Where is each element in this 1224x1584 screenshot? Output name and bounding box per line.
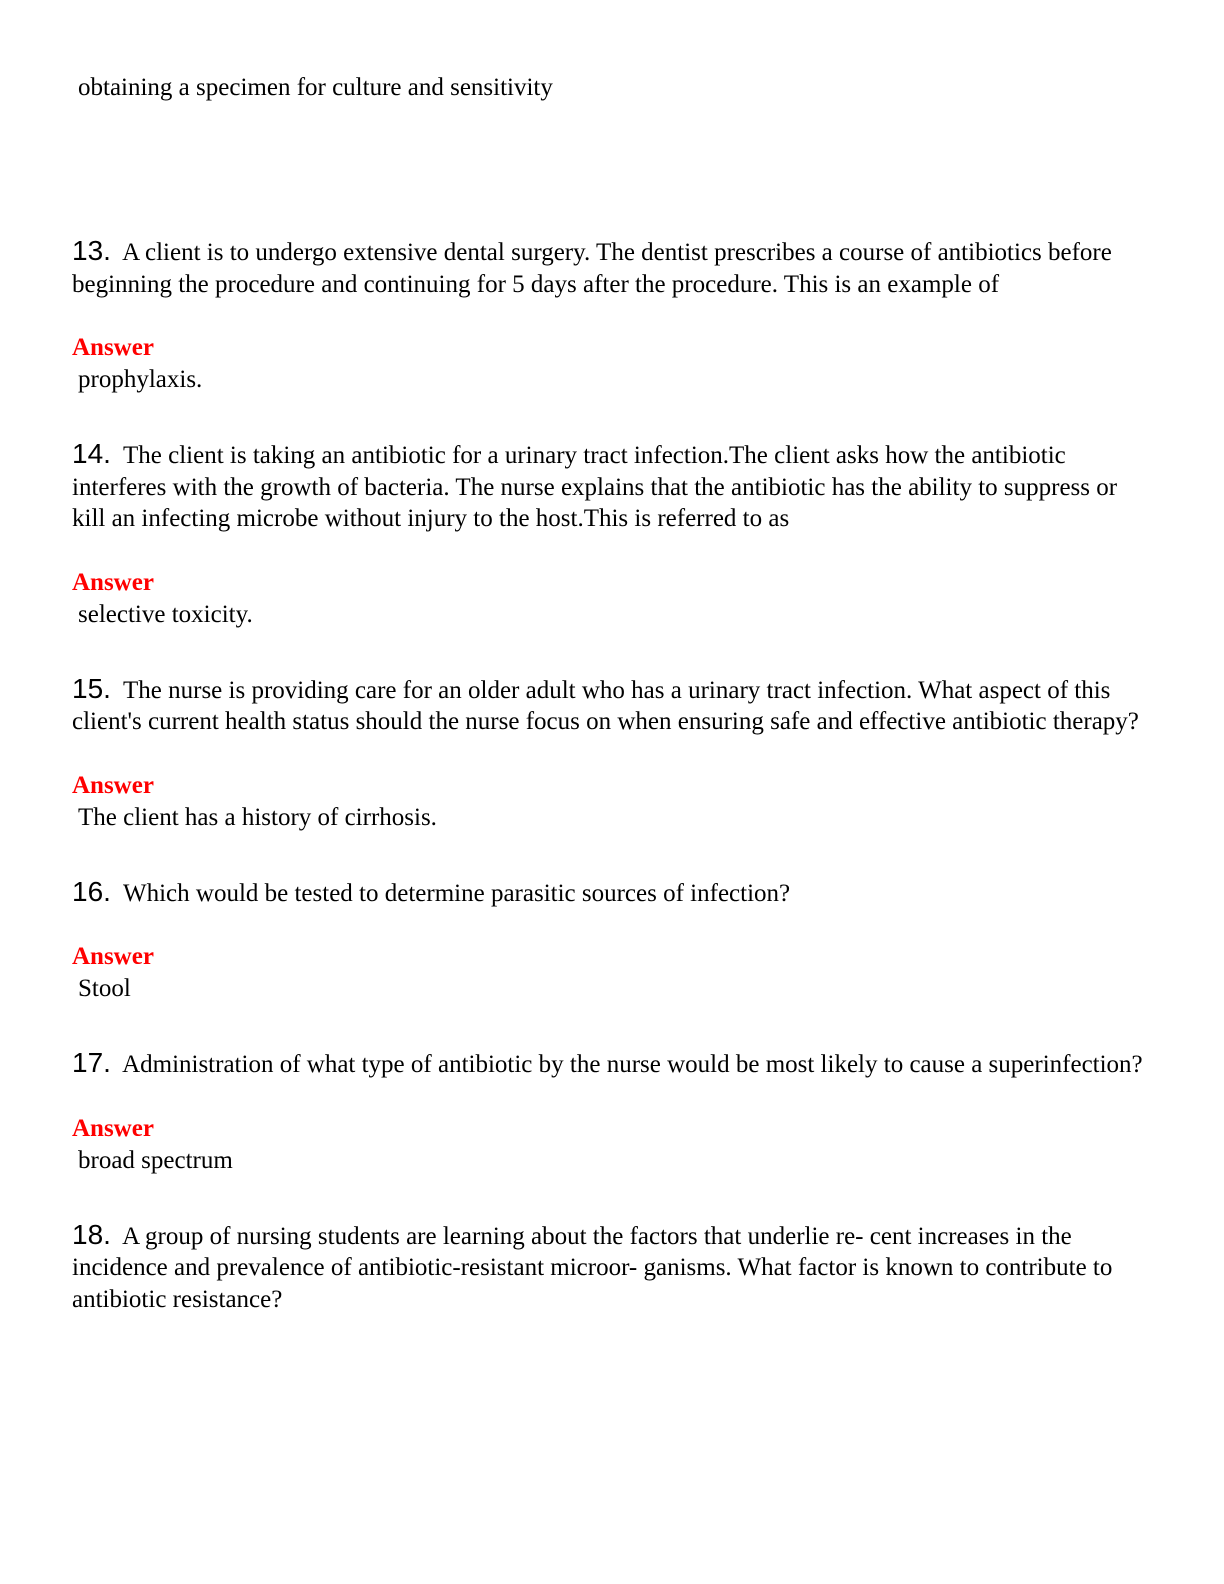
question-body: The client is taking an antibiotic for a urinary tract infection.The client asks how the antibiotic interferes with the growth of bacteria. The nurse explains that the antibiotic has the ability to suppress or kill an infecting microbe without injury to the host.This is referred to as: [72, 442, 1118, 532]
question-text: [72, 438, 1144, 535]
question-body: A group of nursing students are learning about the factors that underlie re- cent increases in the incidence and prevalence of antibiotic-resistant microor- ganisms. What factor is known to contribute to antibiotic resistance?: [72, 1222, 1113, 1313]
answer-text: prophylaxis.: [78, 366, 203, 393]
question-text: [72, 1219, 1144, 1316]
question-text: [72, 876, 1144, 910]
question-item-15: [72, 673, 1144, 834]
question-number: 16.: [72, 875, 111, 907]
question-body: A client is to undergo extensive dental surgery. The dentist prescribes a course of antibiotics before beginning the procedure and continuing for 5 days after the procedure. This is an example of: [72, 239, 1112, 298]
question-item-18: [72, 1219, 1144, 1316]
question-item-16: [72, 876, 1144, 1006]
answer-text: Stool: [78, 975, 131, 1002]
question-number: 14.: [72, 438, 111, 469]
question-body: Which would be tested to determine parasitic sources of infection?: [123, 879, 791, 907]
answer-label: Answer: [72, 771, 154, 799]
question-item-14: [72, 438, 1144, 631]
question-number: 17.: [72, 1047, 111, 1078]
answer-label: Answer: [72, 943, 154, 970]
question-body: Administration of what type of antibiotic by the nurse would be most likely to cause a superinfection?: [122, 1051, 1143, 1078]
answer-label: Answer: [72, 568, 154, 596]
answer-text: selective toxicity.: [78, 600, 253, 628]
question-text: [72, 673, 1144, 738]
question-item-17: [72, 1047, 1144, 1177]
question-number: 15.: [72, 672, 111, 704]
question-body: The nurse is providing care for an older adult who has a urinary tract infection. What aspect of this client's current health status should the nurse focus on when ensuring safe and effective antibiotic therapy?: [72, 676, 1139, 735]
question-text: [72, 235, 1144, 300]
answer-text: broad spectrum: [78, 1146, 233, 1174]
question-number: 18.: [72, 1218, 111, 1250]
question-number: 13.: [72, 235, 111, 266]
answer-label: Answer: [72, 334, 154, 361]
answer-label: Answer: [72, 1114, 154, 1142]
answer-text: The client has a history of cirrhosis.: [78, 803, 437, 831]
carry-over-answer: obtaining a specimen for culture and sensitivity: [78, 74, 553, 101]
question-item-13: [72, 235, 1144, 396]
question-text: [72, 1047, 1144, 1081]
